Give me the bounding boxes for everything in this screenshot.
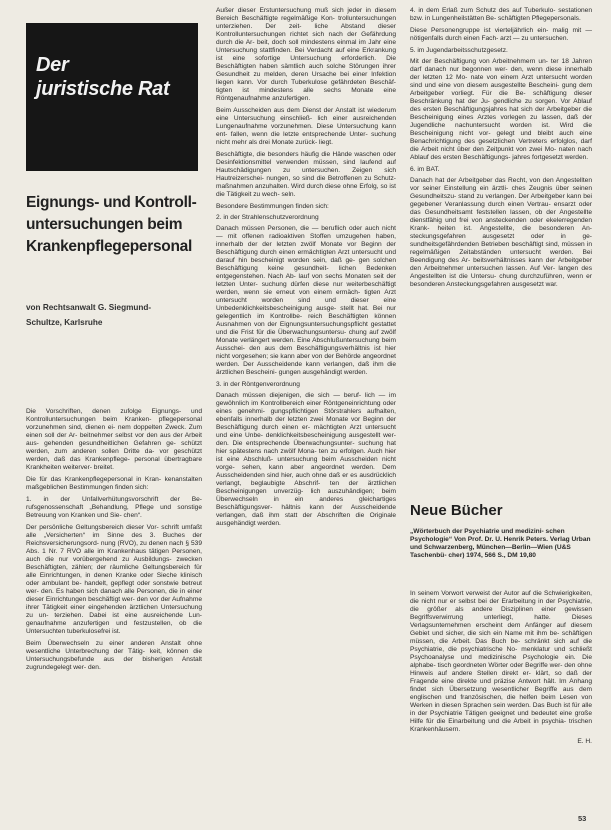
page-number: 53: [578, 814, 587, 823]
article-title: Eignungs- und Kontroll- untersuchungen beim Krankenpflegepersonal: [26, 194, 197, 255]
paragraph: Diese Personengruppe ist vierteljährlich ein- malig mit — nötigenfalls durch einen Fach- arzt — zu untersuchen.: [410, 27, 592, 42]
column-2: [216, 7, 396, 815]
byline-line-1: von Rechtsanwalt G. Siegmund-: [26, 303, 152, 312]
paragraph: Beschäftigte, die besonders häufig die Hände waschen oder Desinfektionsmittel verwenden müssen, sind laufend auf Hautschädigungen zu untersuchen. Zeigen sich Hautreizerschei- nungen, so sind die Betroffenen zu Schutz- maßnahmen anzuhalten. Wird durch diese ohne Erfolg, so ist die Tätigkeit zu wech- seln.: [216, 151, 396, 198]
paragraph: In seinem Vorwort verweist der Autor auf die Schwierigkeiten, die nicht nur er selbst bei der Erarbeitung in der Psychiatrie, die größer als andere Disziplinen einer gewissen Begriffsverwirrung unterliegt, hatte. Dieses Verlagsunternehmen erscheint dem Anfänger auf diesem Gebiet und sicher, die sich ein Name mit ihm be- schäftigen müssen, die Arbeit. Das Buch be- schränkt sich auf die Psychiatrie, die psychiatrische No- menklatur und schließt Psychoanalyse und medizinische Psychologie ein. Die alphabe- tisch geordneten Wörter oder Begriffe wer- den ohne Hinweis auf andere Stellen direkt er- klärt, so daß der Fragende eine direkte und präzise Antwort hält. Im Anhang findet sich Übersetzung wesentlicher Begriffe aus dem englischen und französischen, die helfen beim Lesen von Werken in diesen Sprachen sein werden. Das Buch ist für alle in der Psychiatrie Tätigen geeignet und bedeutet eine große Hilfe für die Einarbeitung und die Arbeit in psychia- trischen Krankenhäusern.: [410, 590, 592, 733]
section-heading-books: Neue Bücher: [410, 502, 503, 519]
column-banner: [26, 23, 198, 171]
subheading: Besondere Bestimmungen finden sich:: [216, 203, 329, 210]
banner-line-1: Der: [36, 54, 69, 76]
paragraph: Danach hat der Arbeitgeber das Recht, von den Angestellten vor seiner Einstellung ein ärztli- ches Zeugnis über seinen Gesundheitszu- stand zu verlangen. Der Arbeitgeber kann bei gegebener Veranlassung durch einen Vertrau- ensarzt oder das Gesundheitsamt feststellen lassen, ob der Angestellte dienstfähig und frei von ansteckenden oder ekelerregenden Krank- heiten ist. Angestellte, die besonderen An- steckungsgefahren ausgesetzt oder in ge- sundheitsgefährdenden Betrieben beschäftigt sind, müssen in regelmäßigen Zeitabständen untersucht werden. Bei Beendigung des Ar- beitsverhältnisses kann der Arbeitgeber den Arbeitnehmer untersuchen lassen. Auf Ver- langen des Angestellten ist die Untersu- chung durchzuführen, wenn er besonderen Ansteckungsgefahren ausgesetzt war.: [410, 177, 592, 288]
subheading: 5. im Jugendarbeitsschutzgesetz.: [410, 47, 508, 54]
paragraph: 1. in der Unfallverhütungsvorschrift der Be- rufsgenossenschaft „Behandlung, Pflege und sonstige Betreuung von Kranken und Sie- chen“.: [26, 496, 202, 519]
column-1: [26, 408, 202, 814]
paragraph: Außer dieser Erstuntersuchung muß sich jeder in diesem Bereich Beschäftigte regelmäßige Kon- trolluntersuchungen unterziehen. Der zeit- liche Abstand dieser Kontrolluntersuchungen richtet sich nach der Gefährdung durch die Ar- beit, doch soll mindestens einmal im Jahr eine Untersuchung stattfinden. Bei Verdacht auf eine Erkrankung ist eine sofortige Untersuchung erforderlich. Die Beschäftigten haben sämtlich auch solche Störungen ihrer Gesundheit zu melden, deren Ursache bei einer Infektion liegen kann. Vor durch Tuberkulose gefährdeten Beschäf- tigten ist mindestens alle sechs Monate eine Röntgenaufnahme anzufertigen.: [216, 7, 396, 102]
paragraph: 4. in dem Erlaß zum Schutz des auf Tuberkulo- sestationen bzw. in Lungenheilstätten Be- schäftigten Pflegepersonals.: [410, 7, 592, 22]
book-review: [410, 590, 592, 820]
banner-line-2: juristische Rat: [36, 78, 170, 100]
column-3: [410, 7, 592, 485]
paragraph: Beim Ausscheiden aus dem Dienst der Anstalt ist wiederum eine Untersuchung einschließ- lich einer ausreichenden Lungenaufnahme vorzunehmen. Diese Untersuchung kann ent- fallen, wenn die letzte entsprechende Unter- suchung nicht mehr als drei Monate zurück- liegt.: [216, 107, 396, 146]
banner-title: [36, 53, 169, 101]
paragraph: Beim Überwechseln zu einer anderen Anstalt ohne wesentliche Unterbrechung der Tätig- keit, können die Untersuchungsbefunde aus der bisherigen Anstalt zugrundegelegt wer- den.: [26, 640, 202, 671]
byline-line-2: Schultze, Karlsruhe: [26, 318, 103, 327]
subheading: 2. in der Strahlenschutzverordnung: [216, 214, 319, 221]
book-citation: „Wörterbuch der Psychiatrie und medizini- schen Psychologie“ Von Prof. Dr. U. Henrik Peters. Verlag Urban und Schwarzenberg, München—Berlin—Wien (U&S Taschenbü- cher) 1974, 566 S., DM 19,80: [410, 528, 591, 559]
paragraph: Die für das Krankenpflegepersonal in Kran- kenanstalten maßgeblichen Bestimmungen finden sich:: [26, 476, 202, 491]
paragraph: Danach müssen Personen, die — beruflich oder auch nicht — mit offenen radioaktiven Stoffen umzugehen haben, innerhalb der der letzten zwölf Monate vor Beginn der Beschäftigung durch einen ermächtigten Arzt untersucht und darauf hin bescheinigt worden sein, daß ge- gen solchen Beschäftigung keine gesundheit- lichen Bedenken entgegenstehen. Nach Ab- lauf von sechs Monaten seit der letzten Unter- suchung dürfen diese nur weiterbeschäftigt werden, wenn sie erneut von einem ermäch- tigten Arzt untersucht worden sind und dieser eine Unbedenklichkeitsbescheinigung ausge- stellt hat. Bei nur gelegentlich im Kontrollbe- reich Beschäftigten können Ausnahmen von der Eignungsuntersuchungspflicht gestattet und die Frist für die Überwachungsuntersu- chung auf zwölf Monate verlängert werden. Eine Abschlußuntersuchung beim Ausschei- den aus dem Beschäftigungsverhältnis ist hier nicht vorgesehen; sie kann aber von der Behörde angeordnet werden. Der Ausscheidende kann verlangen, daß ihm die ärztlichen Bescheini- gungen ausgehändigt werden.: [216, 225, 396, 376]
review-signature: E. H.: [577, 738, 592, 745]
subheading: 3. in der Röntgenverordnung: [216, 381, 300, 388]
paragraph: Danach müssen diejenigen, die sich — beruf- lich — im gewöhnlich im Kontrollbereich einer Röntgeneinrichtung oder eines genehmi- gungspflichtigen Störstrahlers aufhalten, ebenfalls innerhalb der letzten zwei Monate vor Beginn der Beschäftigung durch einen er- mächtigten Arzt untersucht und eine Unbe- denklichkeitsbescheinigung ausgestellt wer- den. Die entsprechende Überwachungsunter- suchung hat hier spätestens nach zwölf Mona- ten zu erfolgen. Auch hier ist eine Abschluß- untersuchung beim Ausscheiden nicht vorge- sehen, kann aber angeordnet werden. Dem Ausscheidenden sind hier, auch ohne daß er es ausdrücklich verlangt, beglaubigte Abschrif- ten der ärztlichen Bescheinigungen unverzüg- lich auszuhändigen; beim Überwechseln in ein anderes gleichartiges Beschäftigungsver- hältnis kann der Ausscheidende verlangen, daß ihm statt der Abschriften die Originale ausgehändigt werden.: [216, 392, 396, 527]
paragraph: Die Vorschriften, denen zufolge Eignungs- und Kontrolluntersuchungen beim Kranken- pflegepersonal vorzunehmen sind, dienen ei- nem doppelten Zweck. Zum einen soll der Ar- beitnehmer selbst vor den aus der Arbeit aus- gehenden gesundheitlichen Gefahren ge- schützt werden, zum anderen sollen Dritte da- vor geschützt werden, daß das Krankenpflege- personal übertragbare Krankheiten weiterver- breitet.: [26, 408, 202, 471]
paragraph: Der persönliche Geltungsbereich dieser Vor- schrift umfaßt alle „Versicherten“ im Sinne des 3. Buches der Reichsversicherungsord- nung (RVO), zu denen nach § 539 Abs. 1 Nr. 7 RVO alle im Krankenhaus tätigen Personen, auch die nur vorübergehend zu Ausbildungs- zwecken Beschäftigten, zählen; der räumliche Geltungsbereich für alle Einrichtungen, in denen Kranke oder Sieche klinisch oder ambulant be- handelt, gepflegt oder sonstwie betreut wer- den. Es haben sich danach alle Personen, die in einer dieser Einrichtungen beschäftigt wer- den vor der Aufnahme ihrer Tätigkeit einer eingehenden ärztlichen Untersuchung zu un- terziehen. Dabei ist eine ausreichende Lun- genaufnahme anzufertigen und festzustellen, ob die Untersuchten tuberkulosefrei ist.: [26, 524, 202, 635]
byline: [26, 300, 202, 330]
subheading: 6. im BAT.: [410, 166, 440, 173]
paragraph: Mit der Beschäftigung von Arbeitnehmern un- ter 18 Jahren darf danach nur begonnen wer- den, wenn diese innerhalb der letzten 12 Mo- nate von einem Arzt untersucht worden sind und eine von diesem ausgestellte Bescheini- gung dem Arbeitgeber vorliegt. Für die Be- schäftigung dieser Beschränkung hat der Ju- gendliche zu sorgen. Vor Ablauf des ersten Beschäftigungsjahres hat sich der Arbeitgeber die Bescheinigung eines Arztes vorlegen zu lassen, daß der Jugendliche nachuntersucht worden ist. Wird die Bescheinigung nicht vor- gelegt und bleibt auch eine Benachrichtigung des gesetzlichen Vertreters erfolglos, darf die Arbeit nicht über den Zeitpunkt von zwei Mo- naten nach Ablauf des ersten Beschäftigungs- jahres fortgesetzt werden.: [410, 58, 592, 161]
